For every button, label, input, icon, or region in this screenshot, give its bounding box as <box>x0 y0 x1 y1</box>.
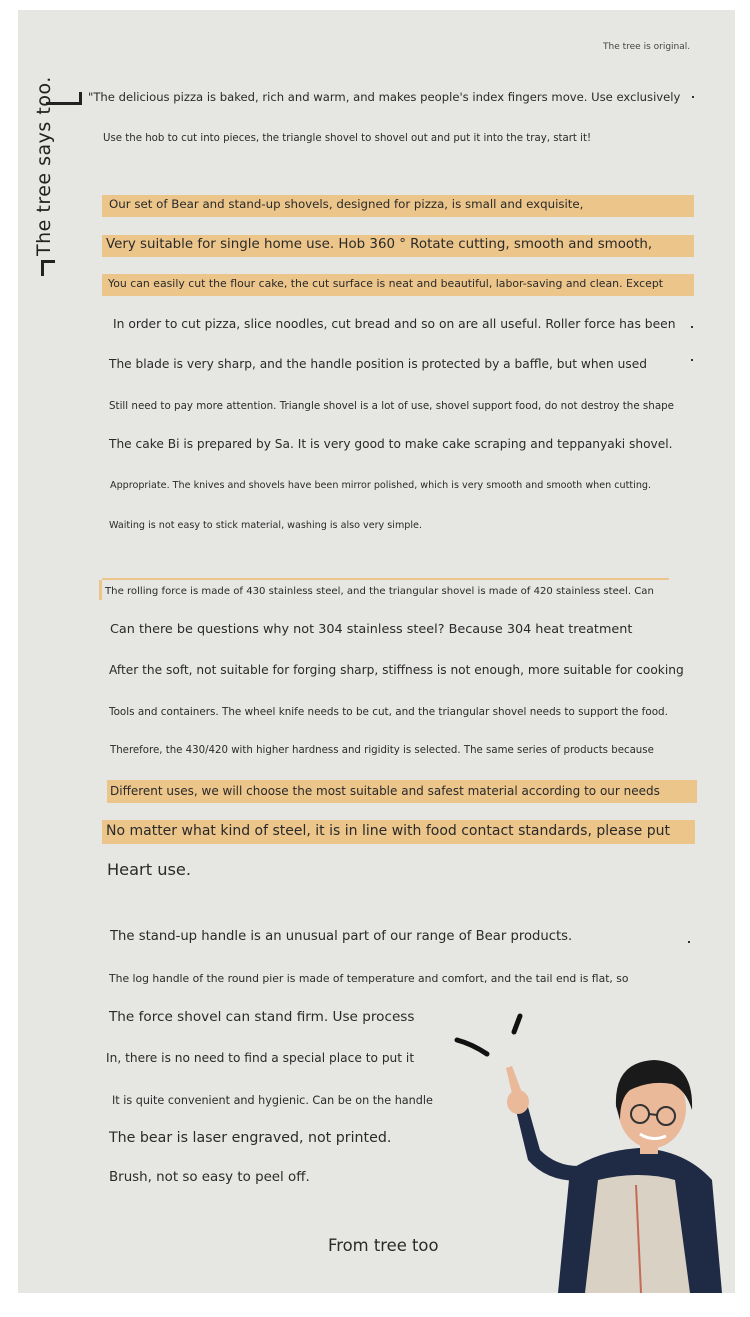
body-line: The stand-up handle is an unusual part of our range of Bear products. <box>110 929 573 944</box>
body-line: Tools and containers. The wheel knife needs to be cut, and the triangular shovel needs to support the food. <box>109 706 668 718</box>
body-line: Waiting is not easy to stick material, washing is also very simple. <box>109 520 423 531</box>
body-line: Different uses, we will choose the most suitable and safest material according to our needs <box>110 784 660 798</box>
body-line: The rolling force is made of 430 stainless steel, and the triangular shovel is made of 420 stainless steel. Can <box>105 586 654 597</box>
body-line: Our set of Bear and stand-up shovels, designed for pizza, is small and exquisite, <box>109 197 584 211</box>
body-line: After the soft, not suitable for forging sharp, stiffness is not enough, more suitable for cooking <box>109 663 684 677</box>
signature-text: From tree too <box>328 1236 439 1255</box>
body-line: Can there be questions why not 304 stainless steel? Because 304 heat treatment <box>110 622 633 637</box>
body-line: No matter what kind of steel, it is in line with food contact standards, please put <box>106 823 670 839</box>
highlight-marker <box>99 580 102 600</box>
tick-mark <box>691 359 693 361</box>
body-line: Therefore, the 430/420 with higher hardness and rigidity is selected. The same series of products because <box>110 745 654 756</box>
tick-mark <box>691 326 693 328</box>
body-line: Heart use. <box>107 860 191 879</box>
body-line: The force shovel can stand firm. Use process <box>109 1009 415 1025</box>
highlight-rule <box>102 578 669 580</box>
body-line: The log handle of the round pier is made of temperature and comfort, and the tail end is flat, so <box>109 972 629 985</box>
body-line: You can easily cut the flour cake, the cut surface is neat and beautiful, labor-saving and clean. Except <box>108 277 663 290</box>
intro-line: "The delicious pizza is baked, rich and warm, and makes people's index fingers move. Use exclusively <box>88 90 681 104</box>
open-bracket-icon <box>41 260 55 276</box>
credit-text: The tree is original. <box>603 42 691 52</box>
body-line: The cake Bi is prepared by Sa. It is very good to make cake scraping and teppanyaki shovel. <box>109 437 673 451</box>
person-pointing-illustration <box>440 1010 740 1293</box>
side-title: The tree says too. <box>33 76 55 256</box>
body-line: Brush, not so easy to peel off. <box>109 1170 310 1185</box>
tick-mark <box>688 941 690 943</box>
body-line: Still need to pay more attention. Triangle shovel is a lot of use, shovel support food, do not destroy the shape <box>109 400 675 412</box>
body-line: Appropriate. The knives and shovels have been mirror polished, which is very smooth and smooth when cutting. <box>110 480 652 491</box>
body-line: In, there is no need to find a special place to put it <box>106 1051 415 1065</box>
body-line: In order to cut pizza, slice noodles, cut bread and so on are all useful. Roller force has been <box>113 317 676 331</box>
tick-mark <box>692 96 694 98</box>
body-line: The bear is laser engraved, not printed. <box>109 1130 392 1146</box>
body-line: Very suitable for single home use. Hob 360 ° Rotate cutting, smooth and smooth, <box>106 237 653 252</box>
body-line: It is quite convenient and hygienic. Can be on the handle <box>112 1094 433 1107</box>
intro-line: Use the hob to cut into pieces, the triangle shovel to shovel out and put it into the tray, start it! <box>103 133 592 144</box>
body-line: The blade is very sharp, and the handle position is protected by a baffle, but when used <box>109 357 647 371</box>
